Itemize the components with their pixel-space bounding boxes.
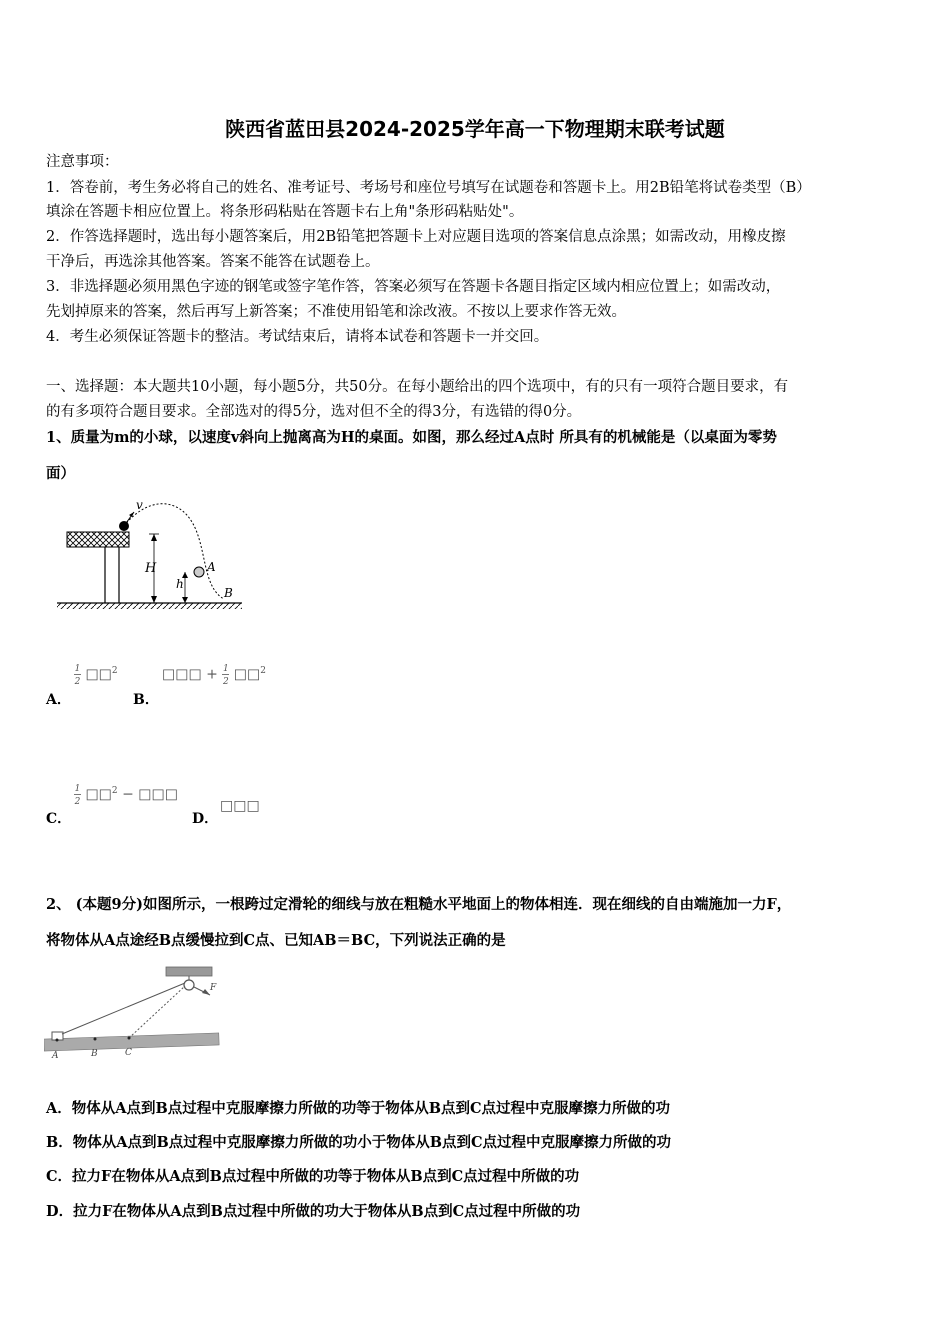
section1-line-1: 一、选择题：本大题共10小题，每小题5分，共50分。在每小题给出的四个选项中，有的只有一项符合题目要求，有: [46, 379, 789, 395]
q2-stem-line-2: 将物体从A点途经B点缓慢拉到C点、已知AB＝BC，下列说法正确的是: [46, 932, 506, 949]
q1-option-b-label: B．: [133, 692, 159, 708]
trajectory: [124, 504, 224, 599]
label-H: H: [145, 561, 157, 576]
q2-option-d: D．拉力F在物体从A点到B点过程中所做的功大于物体从B点到C点过程中所做的功: [46, 1203, 581, 1220]
label-A: A: [207, 560, 216, 574]
point-A: [194, 567, 204, 577]
section1-line-2: 的有多项符合题目要求。全部选对的得5分，选对但不全的得3分，有选错的得0分。: [46, 404, 582, 420]
notice-line-6: 先划掉原来的答案，然后再写上新答案；不准使用铅笔和涂改液。不按以上要求作答无效。: [46, 304, 626, 320]
q2-stem-line-1: 2、 (本题9分)如图所示，一根跨过定滑轮的细线与放在粗糙水平地面上的物体相连．现在细线的自由端施加一力F，: [46, 896, 792, 913]
q1-stem-line-1: 1、质量为m的小球，以速度v斜向上抛离高为H的桌面。如图，那么经过A点时 所具有的机械能是（以桌面为零势: [46, 429, 777, 446]
table-top: [67, 532, 129, 547]
label-A: A: [52, 1051, 59, 1061]
ground-hatch: [57, 603, 242, 609]
q1-figure: [52, 492, 252, 612]
q2-option-a: A．物体从A点到B点过程中克服摩擦力所做的功等于物体从B点到C点过程中克服摩擦力所做的功: [46, 1100, 671, 1117]
q2-option-c: C．拉力F在物体从A点到B点过程中所做的功等于物体从B点到C点过程中所做的功: [46, 1168, 580, 1185]
q1-option-b-expr: □□□ + $\frac{1}{2}$ □□$^2$: [162, 664, 266, 687]
q1-option-d-label: D．: [192, 811, 219, 827]
rope-dotted: [129, 986, 185, 1038]
label-h: h: [176, 577, 184, 591]
q1-option-c-expr: $\frac{1}{2}$ □□$^2$ − □□□: [74, 784, 178, 807]
notice-line-4: 干净后，再选涂其他答案。答案不能答在试题卷上。: [46, 254, 380, 270]
label-v: v: [136, 498, 143, 512]
notice-line-7: 4．考生必须保证答题卡的整洁。考试结束后，请将本试卷和答题卡一并交回。: [46, 329, 549, 345]
rope: [62, 983, 185, 1034]
label-B: B: [91, 1049, 98, 1059]
page-title: 陕西省蓝田县2024-2025学年高一下物理期末联考试题: [225, 117, 725, 141]
pulley: [184, 980, 194, 990]
q1-option-c-label: C．: [46, 811, 72, 827]
q2-figure: [44, 962, 224, 1067]
label-C: C: [125, 1048, 132, 1058]
notice-line-2: 填涂在答题卡相应位置上。将条形码粘贴在答题卡右上角"条形码粘贴处"。: [46, 204, 524, 220]
notice-line-1: 1．答卷前，考生务必将自己的姓名、准考证号、考场号和座位号填写在试题卷和答题卡上。用2B铅笔将试卷类型（B）: [46, 180, 811, 196]
label-F: F: [210, 983, 217, 993]
q1-option-a-label: A．: [46, 692, 71, 708]
q1-option-d-expr: □□□: [220, 798, 260, 814]
q1-option-a-expr: $\frac{1}{2}$ □□$^2$: [74, 664, 118, 687]
ceiling: [166, 967, 212, 976]
notice-line-5: 3．非选择题必须用黑色字迹的钢笔或签字笔作答，答案必须写在答题卡各题目指定区域内相应位置上；如需改动，: [46, 279, 781, 295]
q1-stem-line-2: 面）: [46, 465, 75, 482]
label-B: B: [224, 586, 233, 600]
q2-option-b: B．物体从A点到B点过程中克服摩擦力所做的功小于物体从B点到C点过程中克服摩擦力所做的功: [46, 1134, 672, 1151]
notice-line-3: 2．作答选择题时，选出每小题答案后，用2B铅笔把答题卡上对应题目选项的答案信息点涂黑；如需改动，用橡皮擦: [46, 229, 786, 245]
notice-heading: 注意事项：: [46, 154, 119, 170]
